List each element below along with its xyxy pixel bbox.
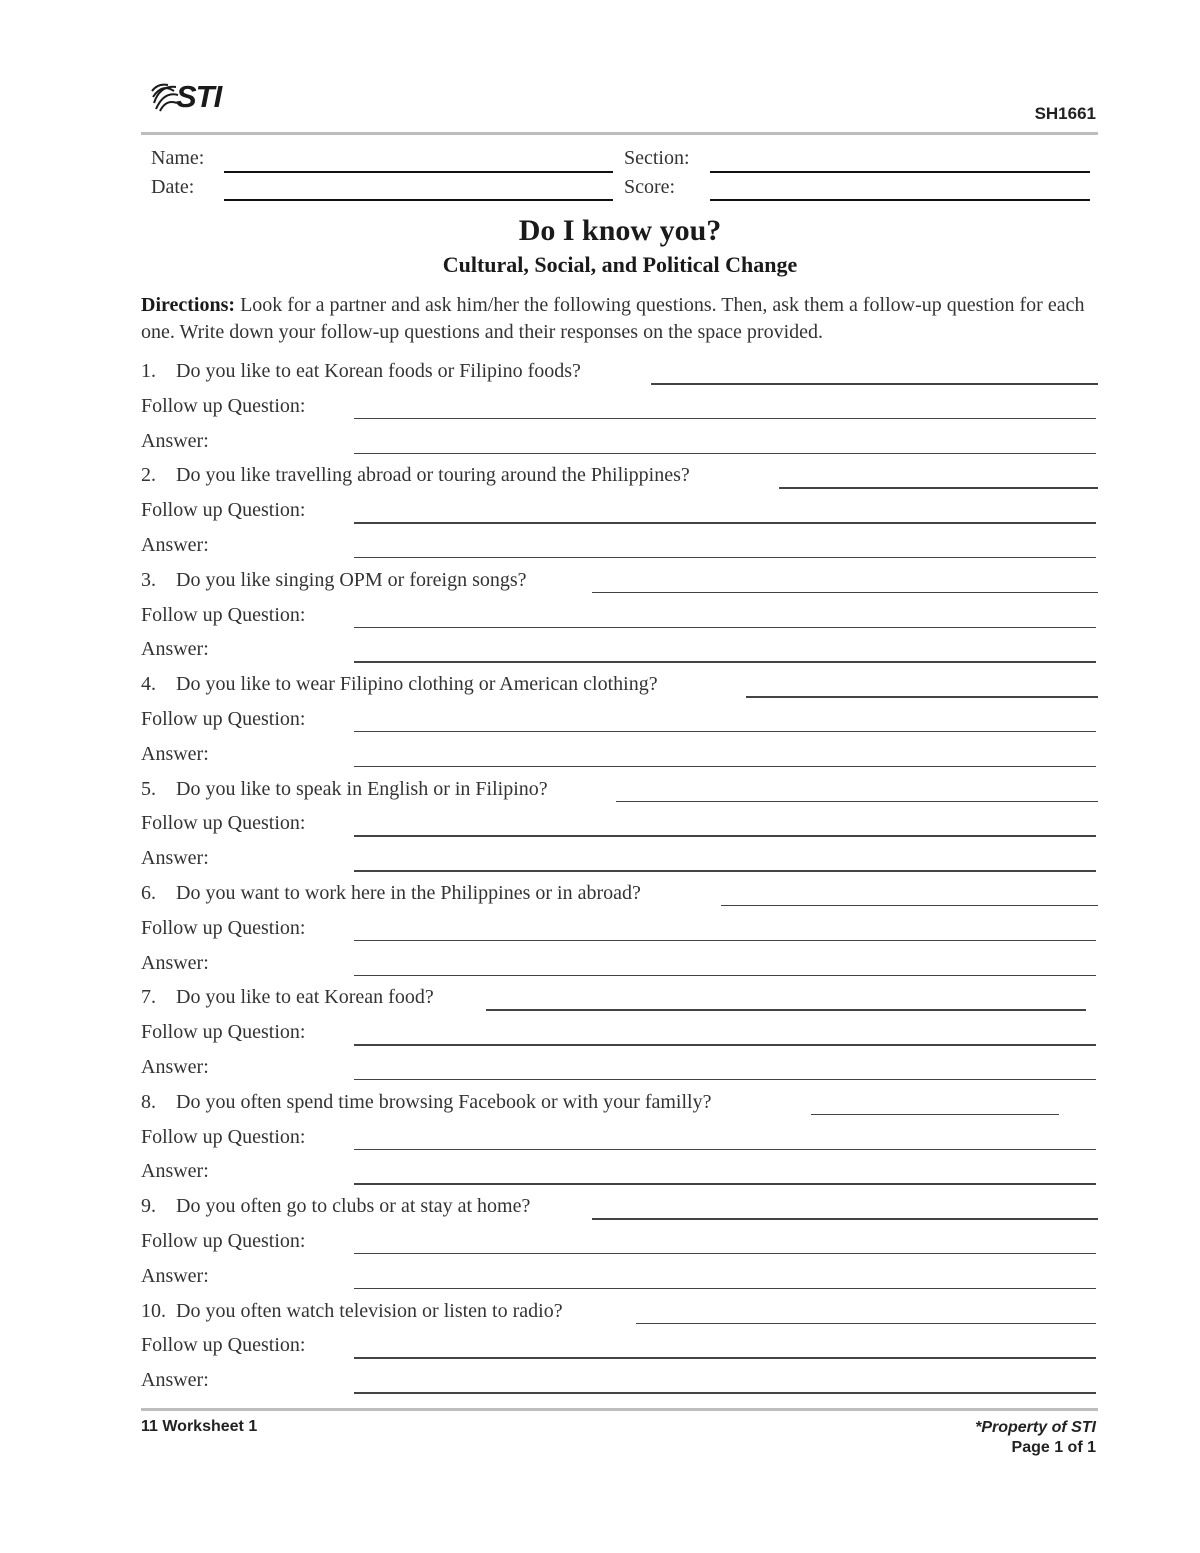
- answer-label: Answer:: [141, 951, 209, 974]
- question-number: 1.: [141, 360, 156, 382]
- answer-field[interactable]: [354, 661, 1096, 663]
- follow-up-field[interactable]: [354, 731, 1096, 733]
- answer-row: [141, 843, 1101, 878]
- question-row: [141, 460, 1101, 495]
- question-row: [141, 356, 1101, 391]
- question-label: Do you often spend time browsing Facebook or with your familly?: [176, 1090, 712, 1113]
- question-number: 8.: [141, 1090, 156, 1113]
- question-answer-field[interactable]: [486, 1009, 1086, 1011]
- question-number: 7.: [141, 986, 156, 1009]
- answer-field[interactable]: [354, 1392, 1096, 1394]
- answer-label: Answer:: [141, 1264, 209, 1287]
- question-text: [141, 986, 434, 1009]
- question-number: 4.: [141, 673, 156, 696]
- logo-text: STI: [176, 79, 222, 114]
- follow-up-field[interactable]: [354, 522, 1096, 524]
- question-number: 3.: [141, 568, 156, 591]
- date-label: Date:: [151, 176, 195, 198]
- follow-up-field[interactable]: [354, 627, 1096, 629]
- answer-label: Answer:: [141, 1055, 209, 1078]
- question-answer-field[interactable]: [616, 801, 1098, 803]
- question-answer-field[interactable]: [811, 1114, 1059, 1116]
- question-answer-field[interactable]: [592, 592, 1098, 594]
- answer-field[interactable]: [354, 1079, 1096, 1081]
- footer-divider: [141, 1408, 1098, 1411]
- question-number: 5.: [141, 777, 156, 800]
- question-text: [141, 464, 690, 487]
- question-answer-field[interactable]: [651, 383, 1098, 385]
- question-label: Do you like travelling abroad or touring around the Philippines?: [176, 464, 690, 487]
- answer-field[interactable]: [354, 1288, 1096, 1290]
- question-label: Do you often watch television or listen to radio?: [176, 1299, 563, 1322]
- follow-up-row: [141, 600, 1101, 635]
- header-divider: [141, 132, 1098, 135]
- answer-label: Answer:: [141, 1160, 209, 1183]
- question-label: Do you like to eat Korean foods or Filipino foods?: [176, 360, 581, 382]
- question-row: [141, 669, 1101, 704]
- question-label: Do you like singing OPM or foreign songs?: [176, 568, 527, 591]
- question-answer-field[interactable]: [592, 1218, 1098, 1220]
- question-row: [141, 1296, 1101, 1331]
- document-code: SH1661: [1034, 104, 1096, 123]
- question-number: 10.: [141, 1299, 166, 1322]
- follow-up-label: Follow up Question:: [141, 707, 306, 730]
- question-text: [141, 778, 548, 801]
- answer-row: [141, 426, 1101, 461]
- follow-up-label: Follow up Question:: [141, 1334, 306, 1357]
- property-note: *Property of STI: [975, 1419, 1096, 1436]
- question-row: [141, 565, 1101, 600]
- footer-info: [975, 1418, 1096, 1458]
- directions-text: Look for a partner and ask him/her the following questions. Then, ask them a follow-up question for each one. Write down your follow-up questions and their responses on the space provided.: [141, 294, 1085, 343]
- follow-up-field[interactable]: [354, 1357, 1096, 1359]
- follow-up-field[interactable]: [354, 418, 1096, 420]
- page-subtitle: Cultural, Social, and Political Change: [442, 252, 798, 277]
- score-field[interactable]: [710, 199, 1090, 201]
- answer-field[interactable]: [354, 766, 1096, 768]
- question-text: [141, 360, 581, 383]
- answer-row: [141, 1052, 1101, 1087]
- question-row: [141, 878, 1101, 913]
- question-text: [141, 1195, 530, 1218]
- answer-row: [141, 1261, 1101, 1296]
- question-text: [141, 673, 658, 696]
- question-number: 2.: [141, 464, 156, 487]
- question-label: Do you like to speak in English or in Filipino?: [176, 777, 548, 800]
- answer-label: Answer:: [141, 429, 209, 452]
- question-label: Do you often go to clubs or at stay at home?: [176, 1195, 531, 1218]
- answer-label: Answer:: [141, 1369, 209, 1392]
- question-answer-field[interactable]: [779, 487, 1098, 489]
- follow-up-field[interactable]: [354, 940, 1096, 942]
- question-answer-field[interactable]: [636, 1323, 1096, 1325]
- sti-logo: [150, 80, 221, 114]
- question-label: Do you like to eat Korean food?: [176, 986, 434, 1009]
- question-text: [141, 569, 527, 592]
- directions-label: Directions:: [141, 294, 236, 316]
- follow-up-label: Follow up Question:: [141, 812, 306, 835]
- question-label: Do you want to work here in the Philippines or in abroad?: [176, 881, 641, 904]
- follow-up-label: Follow up Question:: [141, 499, 306, 522]
- answer-row: [141, 1156, 1101, 1191]
- answer-row: [141, 948, 1101, 983]
- question-text: [141, 1300, 563, 1323]
- question-number: 9.: [141, 1195, 156, 1218]
- question-row: [141, 1087, 1101, 1122]
- follow-up-row: [141, 1330, 1101, 1365]
- question-list: [141, 356, 1101, 1400]
- follow-up-label: Follow up Question:: [141, 1229, 306, 1252]
- directions: [141, 292, 1101, 346]
- question-row: [141, 982, 1101, 1017]
- follow-up-row: [141, 1017, 1101, 1052]
- follow-up-field[interactable]: [354, 1044, 1096, 1046]
- section-label: Section:: [624, 147, 690, 169]
- page-title: Do I know you?: [518, 214, 722, 247]
- follow-up-field[interactable]: [354, 1253, 1096, 1255]
- answer-label: Answer:: [141, 638, 209, 661]
- answer-field[interactable]: [354, 975, 1096, 977]
- section-field[interactable]: [710, 171, 1090, 173]
- page-number: Page 1 of 1: [1011, 1439, 1096, 1456]
- question-text: [141, 882, 641, 905]
- answer-field[interactable]: [354, 557, 1096, 559]
- answer-field[interactable]: [354, 870, 1096, 872]
- follow-up-row: [141, 704, 1101, 739]
- question-answer-field[interactable]: [746, 696, 1098, 698]
- footer-label: 11 Worksheet 1: [141, 1418, 258, 1435]
- answer-label: Answer:: [141, 533, 209, 556]
- follow-up-label: Follow up Question:: [141, 916, 306, 939]
- answer-row: [141, 739, 1101, 774]
- answer-row: [141, 634, 1101, 669]
- follow-up-row: [141, 808, 1101, 843]
- question-row: [141, 774, 1101, 809]
- follow-up-row: [141, 495, 1101, 530]
- score-label: Score:: [624, 176, 676, 198]
- question-label: Do you like to wear Filipino clothing or American clothing?: [176, 673, 658, 696]
- name-label: Name:: [151, 147, 205, 169]
- follow-up-row: [141, 913, 1101, 948]
- follow-up-row: [141, 391, 1101, 426]
- follow-up-label: Follow up Question:: [141, 1021, 306, 1044]
- follow-up-row: [141, 1226, 1101, 1261]
- answer-field[interactable]: [354, 1183, 1096, 1185]
- question-text: [141, 1091, 711, 1114]
- answer-row: [141, 1365, 1101, 1400]
- follow-up-row: [141, 1122, 1101, 1157]
- question-row: [141, 1191, 1101, 1226]
- date-field[interactable]: [224, 199, 613, 201]
- answer-label: Answer:: [141, 847, 209, 870]
- follow-up-field[interactable]: [354, 1149, 1096, 1151]
- follow-up-label: Follow up Question:: [141, 1125, 306, 1148]
- follow-up-label: Follow up Question:: [141, 394, 306, 417]
- question-number: 6.: [141, 881, 156, 904]
- name-field[interactable]: [224, 171, 613, 173]
- answer-field[interactable]: [354, 453, 1096, 455]
- question-answer-field[interactable]: [721, 905, 1098, 907]
- follow-up-label: Follow up Question:: [141, 603, 306, 626]
- answer-label: Answer:: [141, 742, 209, 765]
- follow-up-field[interactable]: [354, 835, 1096, 837]
- answer-row: [141, 530, 1101, 565]
